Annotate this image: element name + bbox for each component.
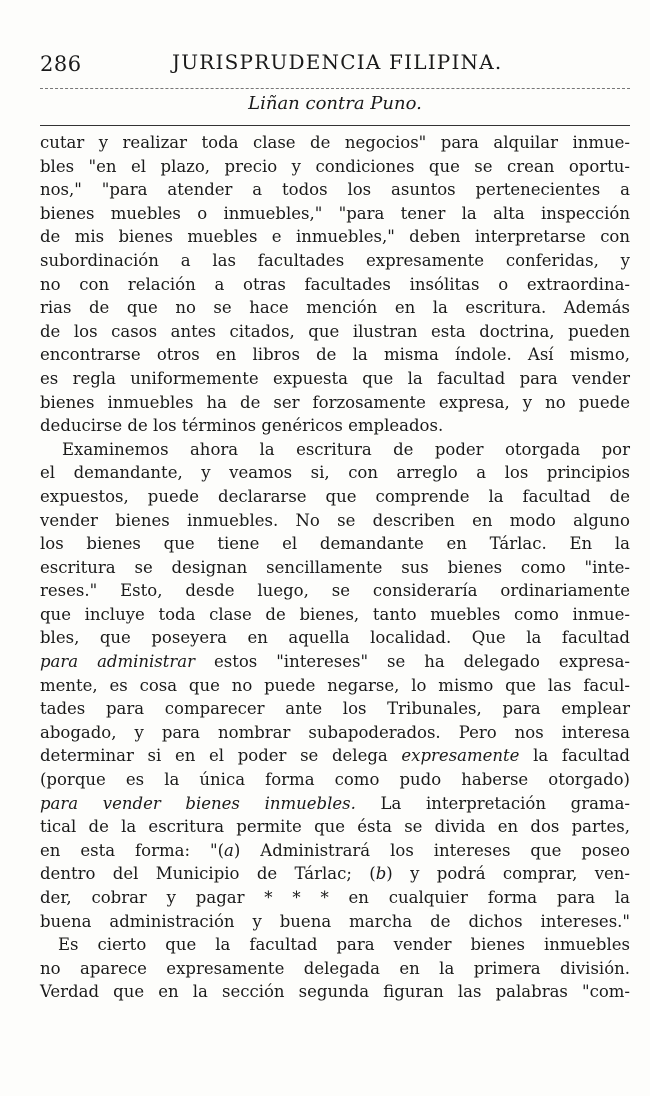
text-line: rias de que no se hace mención en la escritura. Además: [40, 298, 630, 318]
text-line: tades para comparecer ante los Tribunales, para emplear: [40, 699, 630, 719]
text-line: de mis bienes muebles e inmuebles," deben interpretarse con: [40, 227, 630, 247]
italic-phrase: para administrar: [40, 652, 196, 672]
page-number: 286: [40, 52, 82, 76]
text-line: no con relación a otras facultades insólitas o extraordina-: [40, 274, 630, 294]
text-line: [40, 744, 630, 768]
text-line: reses." Esto, desde luego, se consideraría ordinariamente: [40, 581, 630, 601]
header-divider: [40, 88, 630, 89]
text-line: mente, es cosa que no puede negarse, lo mismo que las facul-: [40, 675, 630, 695]
text-line: expuestos, puede declararse que comprende la facultad de: [40, 486, 630, 506]
text-line: buena administración y buena marcha de dichos intereses.": [40, 911, 630, 931]
text-line: bienes muebles o inmuebles," "para tener la alta inspección: [40, 203, 630, 223]
page-header: [40, 46, 630, 86]
body-text: [40, 131, 630, 1004]
text-segment: dentro del Municipio de Tárlac; (: [40, 864, 376, 884]
text-line: tical de la escritura permite que ésta se divida en dos partes,: [40, 817, 630, 837]
text-line: [40, 650, 630, 674]
text-segment: ) y podrá comprar, ven-: [386, 864, 630, 884]
text-segment: La interpretación grama-: [355, 793, 630, 813]
text-line: escritura se designan sencillamente sus bienes como "inte-: [40, 557, 630, 577]
text-line: [40, 862, 630, 886]
running-title: JURISPRUDENCIA FILIPINA.: [172, 50, 503, 74]
text-line: es regla uniformemente expuesta que la facultad para vender: [40, 368, 630, 388]
text-line: no aparece expresamente delegada en la primera división.: [40, 958, 630, 978]
text-line: deducirse de los términos genéricos empleados.: [40, 416, 444, 436]
text-line: Examinemos ahora la escritura de poder otorgada por: [62, 439, 630, 459]
text-segment: determinar si en el poder se delega: [40, 746, 402, 766]
text-line: bienes inmuebles ha de ser forzosamente expresa, y no puede: [40, 392, 630, 412]
text-line: bles, que poseyera en aquella localidad. Que la facultad: [40, 628, 630, 648]
italic-phrase: expresamente: [401, 746, 520, 766]
text-line: cutar y realizar toda clase de negocios" para alquilar inmue-: [40, 133, 630, 152]
text-line: Verdad que en la sección segunda figuran las palabras "com-: [40, 982, 630, 1002]
text-line: los bienes que tiene el demandante en Tárlac. En la: [40, 534, 630, 554]
text-segment: ) Administrará los intereses que poseo: [233, 840, 630, 860]
italic-phrase: a: [224, 840, 234, 860]
text-line: el demandante, y veamos si, con arreglo a los principios: [40, 463, 630, 483]
text-line: (porque es la única forma como pudo haberse otorgado): [40, 770, 630, 790]
text-line: [40, 792, 630, 816]
text-segment: estos "intereses" se ha delegado expresa-: [195, 652, 631, 672]
italic-phrase: para vender bienes inmuebles.: [40, 793, 356, 813]
text-line: subordinación a las facultades expresamente conferidas, y: [40, 250, 630, 270]
text-segment: en esta forma: "(: [40, 840, 225, 860]
text-line: [40, 839, 630, 863]
text-line: nos," "para atender a todos los asuntos pertenecientes a: [40, 180, 630, 200]
text-line: encontrarse otros en libros de la misma índole. Así mismo,: [40, 345, 630, 365]
text-line: Es cierto que la facultad para vender bienes inmuebles: [58, 935, 630, 955]
text-line: bles "en el plazo, precio y condiciones que se crean oportu-: [40, 156, 630, 176]
case-title: Liñan contra Puno.: [248, 93, 422, 114]
text-line: que incluye toda clase de bienes, tanto muebles como inmue-: [40, 604, 630, 624]
text-segment: la facultad: [519, 746, 630, 766]
text-line: vender bienes inmuebles. No se describen en modo alguno: [40, 510, 630, 530]
text-line: abogado, y para nombrar subapoderados. Pero nos interesa: [40, 722, 630, 742]
section-divider: [40, 125, 630, 126]
italic-phrase: b: [375, 864, 387, 884]
text-line: der, cobrar y pagar * * * en cualquier forma para la: [40, 888, 630, 907]
text-line: de los casos antes citados, que ilustran esta doctrina, pueden: [40, 321, 630, 341]
